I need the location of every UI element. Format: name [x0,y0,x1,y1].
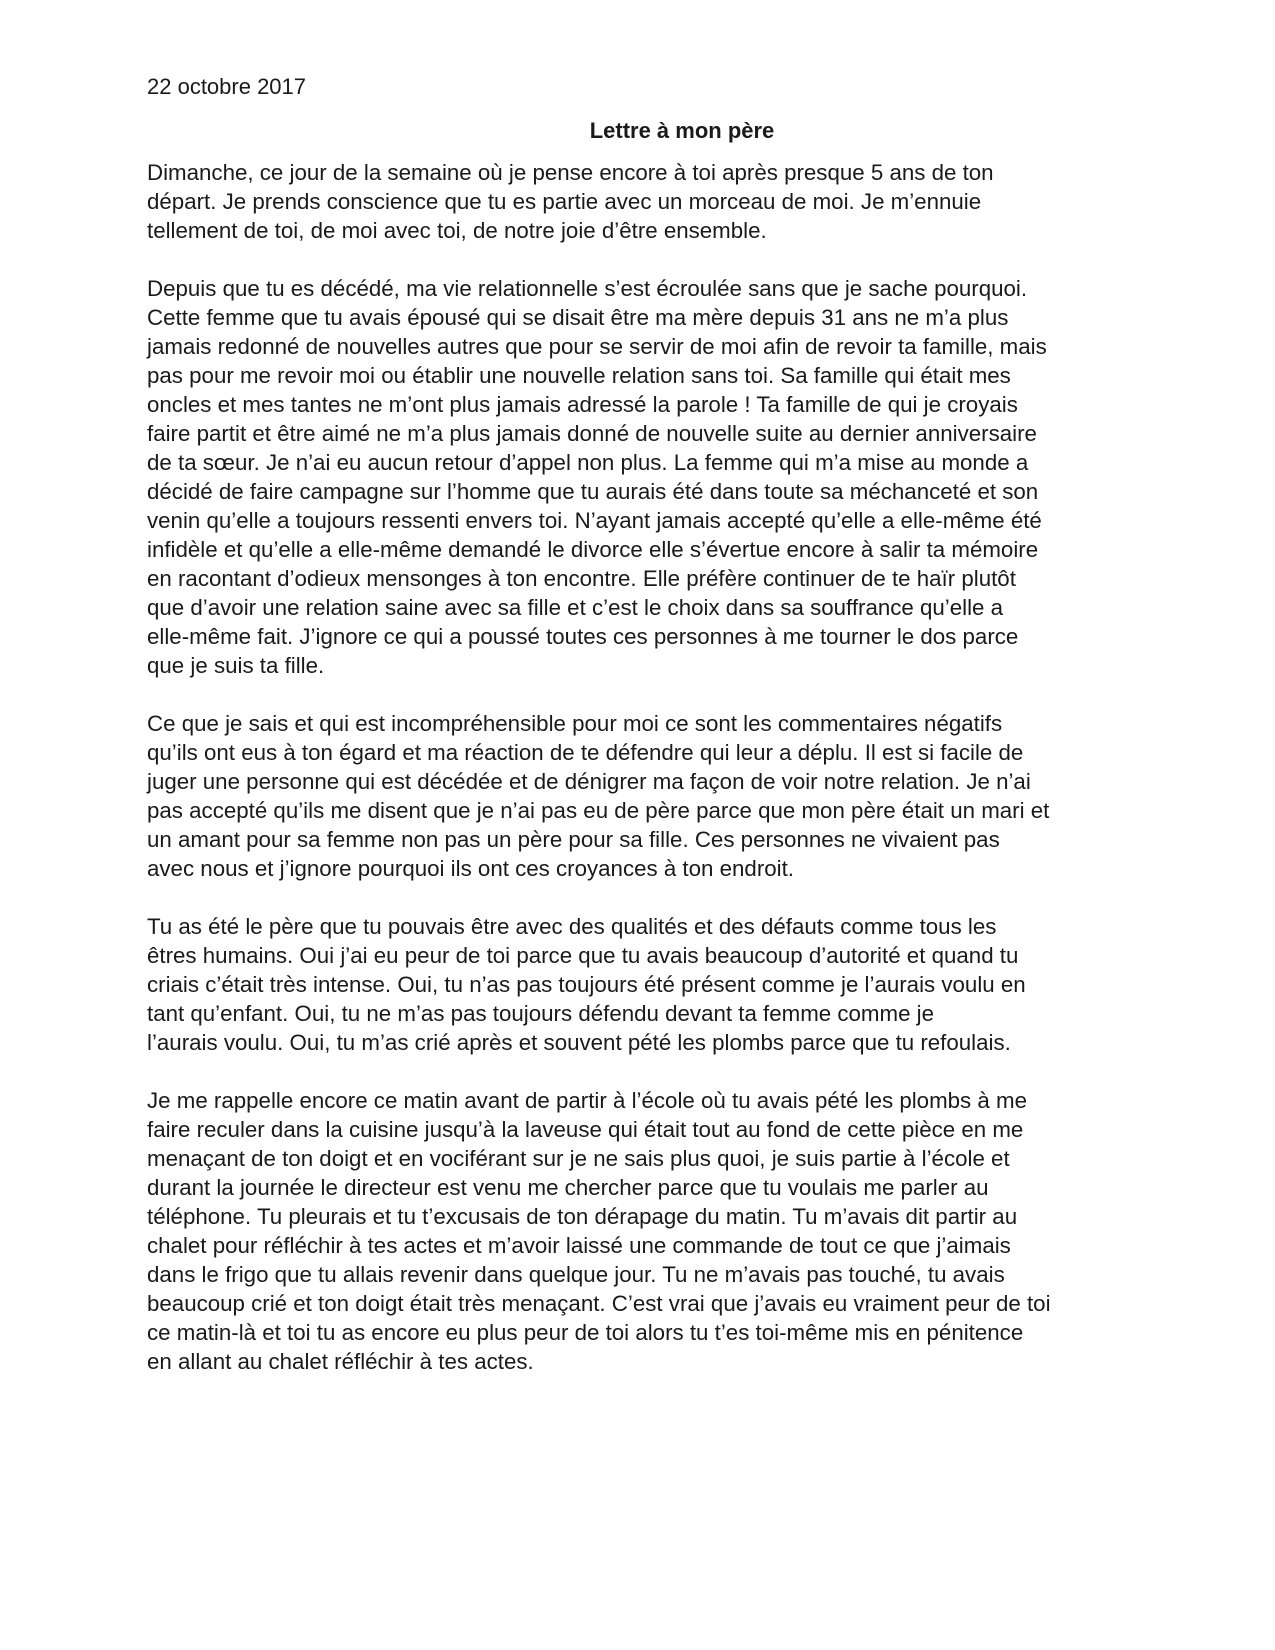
paragraph-4: Tu as été le père que tu pouvais être avec des qualités et des défauts comme tous les êtres humains. Oui j’ai eu peur de toi parce que tu avais beaucoup d’autorité et quand tu criais c’était très intense. Oui, tu n’as pas toujours été présent comme je l’aurais voulu en tant qu’enfant. Oui, tu ne m’as pas toujours défendu devant ta femme comme je l’aurais voulu. Oui, tu m’as crié après et souvent pété les plombs parce que tu refoulais. [147,914,1026,1055]
letter-date: 22 octobre 2017 [147,74,307,99]
paragraph-2: Depuis que tu es décédé, ma vie relationnelle s’est écroulée sans que je sache pourquoi. Cette femme que tu avais épousé qui se disait être ma mère depuis 31 ans ne m’a plus jamais redonné de nouvelles autres que pour se servir de moi afin de revoir ta famille, mais pas pour me revoir moi ou établir une nouvelle relation sans toi. Sa famille qui était mes oncles et mes tantes ne m’ont plus jamais adressé la parole ! Ta famille de qui je croyais faire partit et être aimé ne m’a plus jamais donné de nouvelle suite au dernier anniversaire de ta sœur. Je n’ai eu aucun retour d’appel non plus. La femme qui m’a mise au monde a décidé de faire campagne sur l’homme que tu aurais été dans toute sa méchanceté et son venin qu’elle a toujours ressenti envers toi. N’ayant jamais accepté qu’elle a elle-même été infidèle et qu’elle a elle-même demandé le divorce elle s’évertue encore à salir ta mémoire en racontant d’odieux mensonges à ton encontre. Elle préfère continuer de te haïr plutôt que d’avoir une relation saine avec sa fille et c’est le choix dans sa souffrance qu’elle a elle-même fait. J’ignore ce qui a poussé toutes ces personnes à me tourner le dos parce que je suis ta fille. [147,276,1047,678]
paragraph-3: Ce que je sais et qui est incompréhensible pour moi ce sont les commentaires négatifs qu’ils ont eus à ton égard et ma réaction de te défendre qui leur a déplu. Il est si facile de juger une personne qui est décédée et de dénigrer ma façon de voir notre relation. Je n’ai pas accepté qu’ils me disent que je n’ai pas eu de père parce que mon père était un mari et un amant pour sa femme non pas un père pour sa fille. Ces personnes ne vivaient pas avec nous et j’ignore pourquoi ils ont ces croyances à ton endroit. [147,711,1050,881]
letter-page [147,72,1177,1405]
letter-title: Lettre à mon père [589,118,775,143]
paragraph-5: Je me rappelle encore ce matin avant de partir à l’école où tu avais pété les plombs à me faire reculer dans la cuisine jusqu’à la laveuse qui était tout au fond de cette pièce en me menaçant de ton doigt et en vociférant sur je ne sais plus quoi, je suis partie à l’école et durant la journée le directeur est venu me chercher parce que tu voulais me parler au téléphone. Tu pleurais et tu t’excusais de ton dérapage du matin. Tu m’avais dit partir au chalet pour réfléchir à tes actes et m’avoir laissé une commande de tout ce que j’aimais dans le frigo que tu allais revenir dans quelque jour. Tu ne m’avais pas touché, tu avais beaucoup crié et ton doigt était très menaçant. C’est vrai que j’avais eu vraiment peur de toi ce matin-là et toi tu as encore eu plus peur de toi alors tu t’es toi-même mis en pénitence en allant au chalet réfléchir à tes actes. [147,1088,1051,1374]
paragraph-1: Dimanche, ce jour de la semaine où je pense encore à toi après presque 5 ans de ton départ. Je prends conscience que tu es partie avec un morceau de moi. Je m’ennuie tellement de toi, de moi avec toi, de notre joie d’être ensemble. [147,160,994,243]
